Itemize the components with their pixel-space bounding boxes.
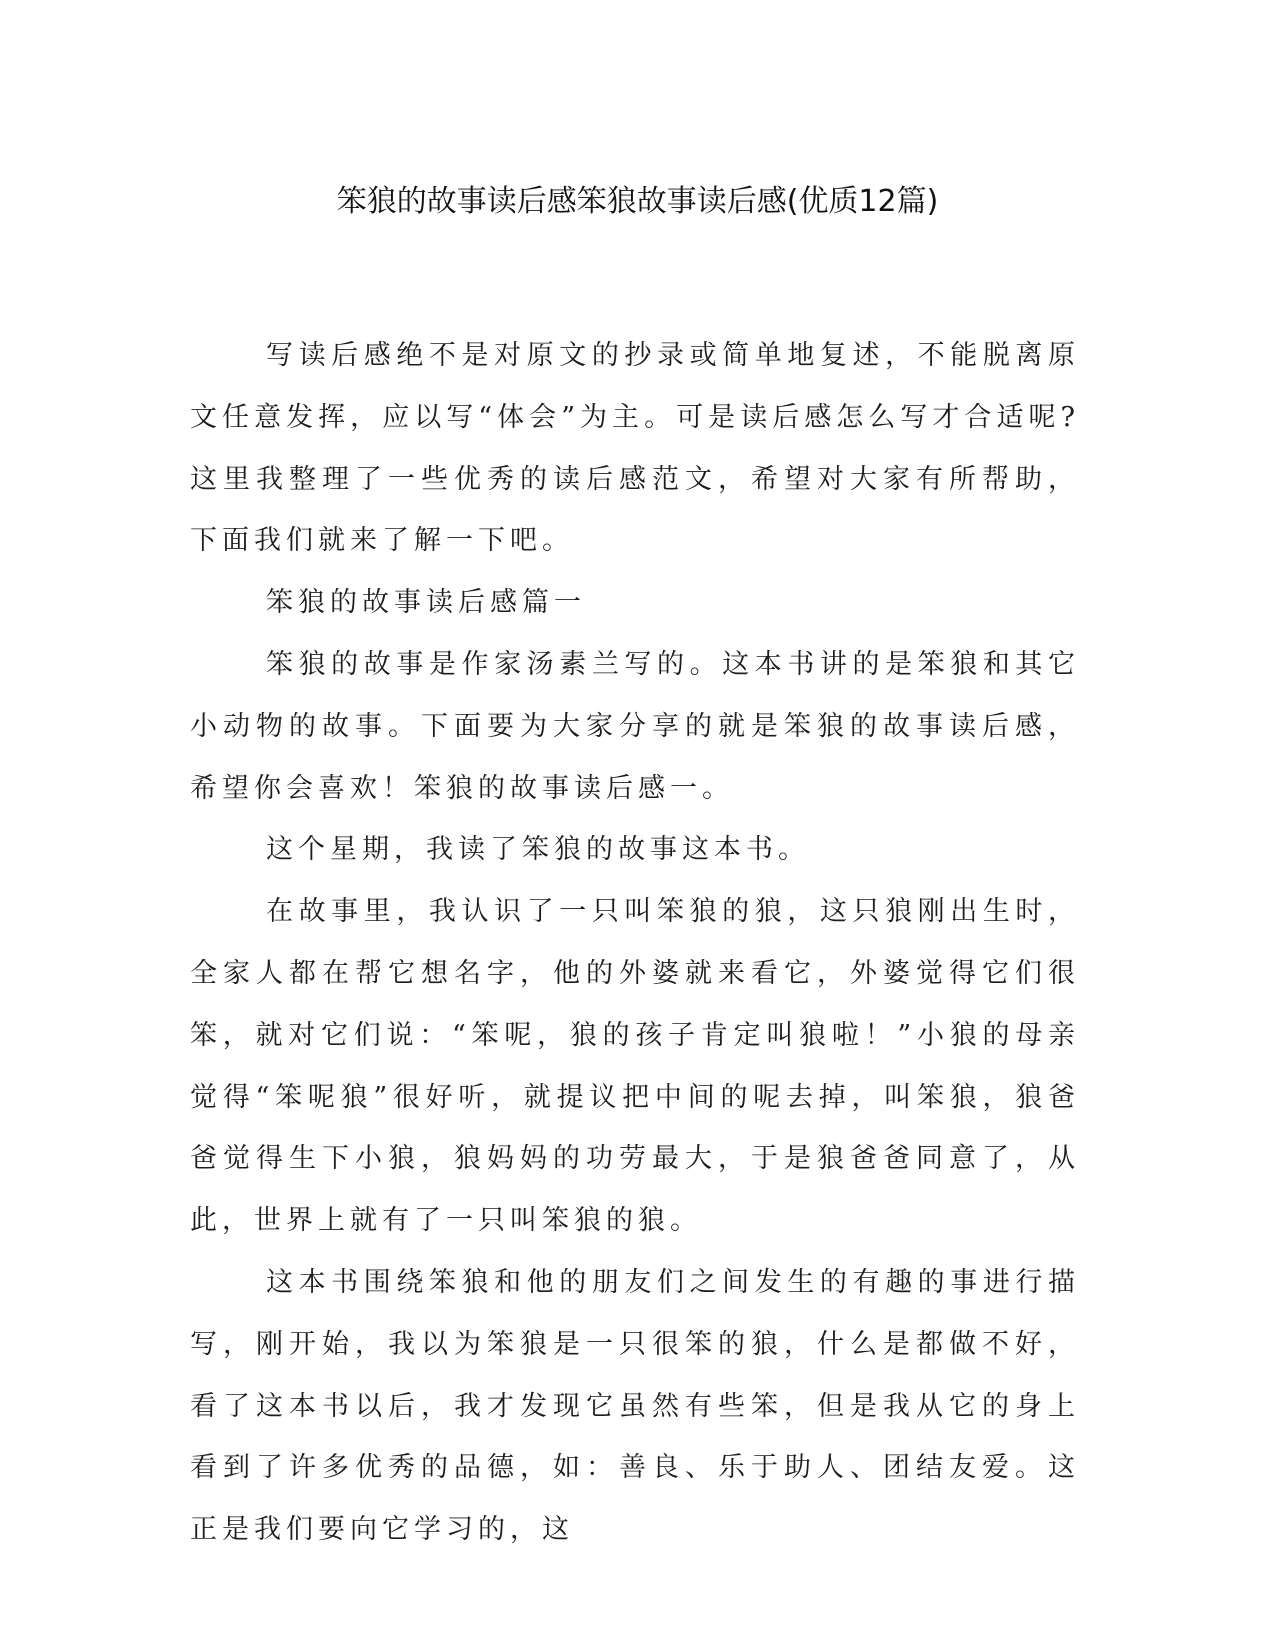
body-paragraph: 在故事里，我认识了一只叫笨狼的狼，这只狼刚出生时，全家人都在帮它想名字，他的外婆就来看它，外婆觉得它们很笨，就对它们说：“笨呢，狼的孩子肯定叫狼啦！”小狼的母亲觉得“笨呢狼”很好听，就提议把中间的呢去掉，叫笨狼，狼爸爸觉得生下小狼，狼妈妈的功劳最大，于是狼爸爸同意了，从此，世界上就有了一只叫笨狼的狼。: [190, 896, 1080, 1237]
intro-paragraph: 写读后感绝不是对原文的抄录或简单地复述，不能脱离原文任意发挥，应以写“体会”为主。可是读后感怎么写才合适呢?这里我整理了一些优秀的读后感范文，希望对大家有所帮助，下面我们就来了解一下吧。: [190, 340, 1080, 557]
document-title: 笨狼的故事读后感笨狼故事读后感(优质12篇): [336, 184, 939, 219]
section-heading: 笨狼的故事读后感篇一: [266, 587, 586, 619]
body-paragraph: 这本书围绕笨狼和他的朋友们之间发生的有趣的事进行描写，刚开始，我以为笨狼是一只很笨的狼，什么是都做不好，看了这本书以后，我才发现它虽然有些笨，但是我从它的身上看到了许多优秀的品德，如：善良、乐于助人、团结友爱。这正是我们要向它学习的，这: [190, 1266, 1080, 1546]
body-paragraph: 笨狼的故事是作家汤素兰写的。这本书讲的是笨狼和其它小动物的故事。下面要为大家分享的就是笨狼的故事读后感，希望你会喜欢！笨狼的故事读后感一。: [190, 648, 1080, 804]
document-body: [190, 325, 1080, 1561]
body-paragraph: 这个星期，我读了笨狼的故事这本书。: [266, 834, 810, 866]
